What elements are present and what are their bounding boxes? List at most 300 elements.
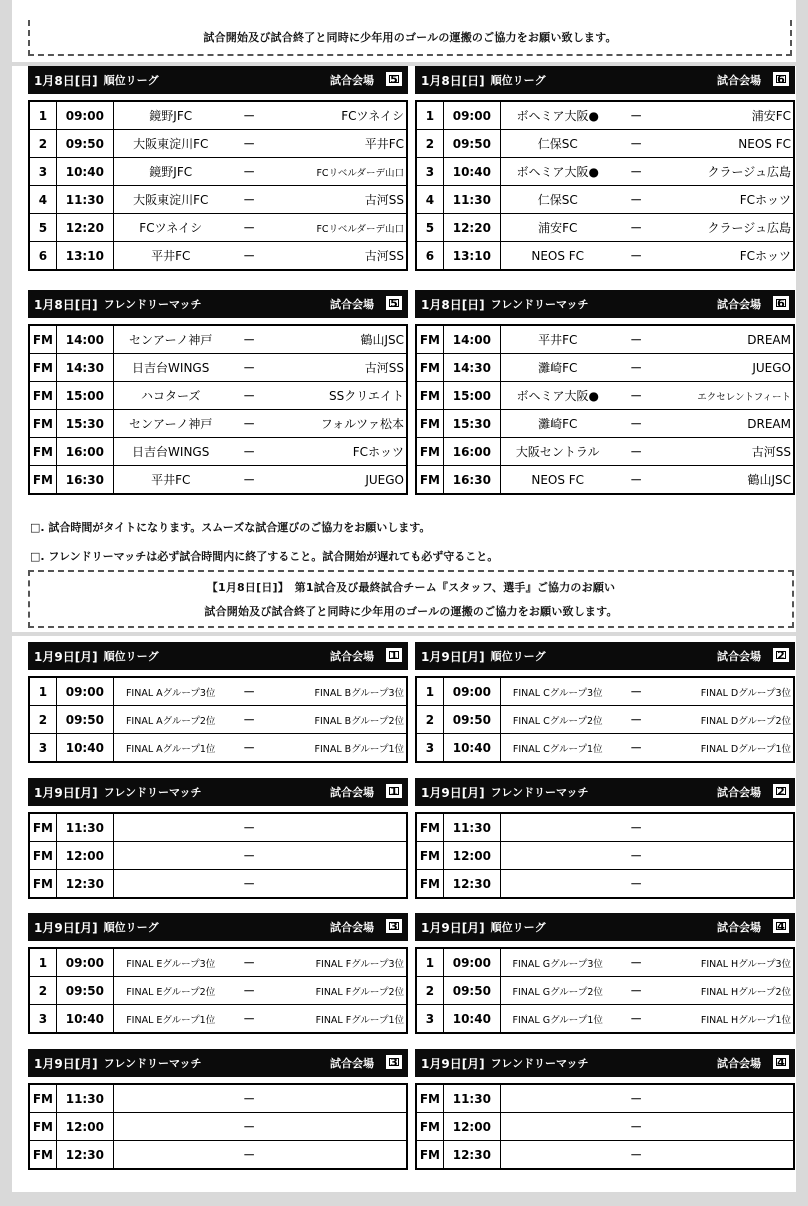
match-row [29, 734, 407, 763]
match-row [416, 101, 794, 130]
match-number: FM [29, 438, 56, 466]
versus-dash: － [228, 977, 271, 1005]
match-row [29, 677, 407, 706]
block-date: 1月9日[月] [34, 649, 98, 664]
match-number: 2 [29, 706, 56, 734]
versus-dash: － [615, 130, 658, 158]
home-team: 平井FC [113, 242, 227, 271]
court-number: 5 [386, 296, 402, 310]
block-type: フレンドリーマッチ [490, 1057, 589, 1070]
match-time: 11:30 [56, 1084, 113, 1113]
match-row [416, 214, 794, 242]
match-time: 10:40 [56, 734, 113, 763]
home-team: 大阪東淀川FC [113, 130, 227, 158]
home-team: 平井FC [113, 466, 227, 495]
match-number: FM [416, 354, 443, 382]
match-time: 12:30 [443, 870, 500, 899]
versus-dash: － [615, 948, 658, 977]
home-team [500, 813, 614, 842]
match-row [416, 410, 794, 438]
match-number: FM [29, 1084, 56, 1113]
match-row [29, 977, 407, 1005]
away-team: FCホッツ [658, 186, 794, 214]
block-type: フレンドリーマッチ [490, 298, 589, 311]
match-time: 15:30 [443, 410, 500, 438]
block-type: フレンドリーマッチ [103, 786, 202, 799]
match-number: 2 [29, 977, 56, 1005]
block-date: 1月8日[日] [34, 73, 98, 88]
match-time: 12:00 [443, 1113, 500, 1141]
away-team: クラージュ広島 [658, 158, 794, 186]
match-row [416, 1141, 794, 1170]
away-team [271, 1113, 407, 1141]
notice-mid-line2: 試合開始及び試合終了と同時に少年用のゴールの運搬のご協力をお願い致します。 [204, 604, 618, 618]
home-team: ボヘミア大阪● [500, 101, 614, 130]
versus-dash: － [615, 242, 658, 271]
home-team: FINAL Gグループ2位 [500, 977, 614, 1005]
versus-dash: － [615, 1084, 658, 1113]
match-time: 14:00 [56, 325, 113, 354]
home-team: ボヘミア大阪● [500, 382, 614, 410]
match-number: 1 [416, 948, 443, 977]
away-team: FINAL Dグループ1位 [658, 734, 794, 763]
match-row [416, 466, 794, 495]
home-team: 平井FC [500, 325, 614, 354]
match-number: FM [29, 410, 56, 438]
away-team [271, 842, 407, 870]
block-venue: 試合会場 [717, 650, 761, 663]
match-row [29, 870, 407, 899]
versus-dash: － [615, 438, 658, 466]
home-team [500, 870, 614, 899]
block-date: 1月9日[月] [421, 1056, 485, 1071]
block-date: 1月8日[日] [421, 73, 485, 88]
schedule-block [415, 66, 795, 271]
match-time: 13:10 [443, 242, 500, 271]
versus-dash: － [615, 734, 658, 763]
away-team: FINAL Bグループ1位 [271, 734, 407, 763]
home-team [113, 1141, 227, 1170]
court-number: 4 [773, 919, 789, 933]
match-time: 12:30 [443, 1141, 500, 1170]
match-number: FM [29, 354, 56, 382]
away-team: FCホッツ [658, 242, 794, 271]
versus-dash: － [615, 382, 658, 410]
away-team: 古河SS [658, 438, 794, 466]
away-team: FINAL Fグループ3位 [271, 948, 407, 977]
versus-dash: － [228, 158, 271, 186]
match-row [416, 677, 794, 706]
versus-dash: － [615, 214, 658, 242]
versus-dash: － [615, 977, 658, 1005]
away-team [271, 813, 407, 842]
match-time: 14:30 [443, 354, 500, 382]
match-row [416, 706, 794, 734]
away-team: FINAL Hグループ3位 [658, 948, 794, 977]
block-venue: 試合会場 [330, 1057, 374, 1070]
versus-dash: － [228, 466, 271, 495]
away-team: 平井FC [271, 130, 407, 158]
match-row [29, 325, 407, 354]
match-time: 10:40 [56, 1005, 113, 1034]
versus-dash: － [615, 1141, 658, 1170]
match-time: 12:20 [56, 214, 113, 242]
home-team: ハコターズ [113, 382, 227, 410]
match-number: 6 [29, 242, 56, 271]
away-team: NEOS FC [658, 130, 794, 158]
match-table [415, 947, 795, 1034]
block-header [415, 66, 795, 94]
versus-dash: － [615, 842, 658, 870]
match-number: FM [29, 842, 56, 870]
schedule-block [28, 290, 408, 495]
block-date: 1月9日[月] [34, 920, 98, 935]
match-number: 1 [29, 101, 56, 130]
block-venue: 試合会場 [330, 650, 374, 663]
match-row [29, 242, 407, 271]
match-row [29, 842, 407, 870]
home-team [113, 813, 227, 842]
match-table [28, 676, 408, 763]
block-header [28, 913, 408, 941]
versus-dash: － [228, 813, 271, 842]
match-table [28, 324, 408, 495]
match-table [415, 1083, 795, 1170]
away-team: 鶴山JSC [658, 466, 794, 495]
match-row [29, 466, 407, 495]
match-time: 09:50 [56, 977, 113, 1005]
block-date: 1月9日[月] [421, 649, 485, 664]
home-team: FINAL Aグループ2位 [113, 706, 227, 734]
match-time: 11:30 [443, 186, 500, 214]
block-header [415, 778, 795, 806]
block-header [415, 1049, 795, 1077]
match-number: FM [29, 1113, 56, 1141]
home-team: FINAL Gグループ3位 [500, 948, 614, 977]
block-venue: 試合会場 [330, 786, 374, 799]
match-number: 4 [416, 186, 443, 214]
match-row [416, 977, 794, 1005]
match-number: FM [416, 325, 443, 354]
court-number: 3 [386, 919, 402, 933]
match-number: FM [29, 870, 56, 899]
match-number: FM [29, 382, 56, 410]
match-number: 1 [29, 677, 56, 706]
away-team: FCツネイシ [271, 101, 407, 130]
home-team: 日吉台WINGS [113, 438, 227, 466]
versus-dash: － [228, 1084, 271, 1113]
home-team: FINAL Cグループ3位 [500, 677, 614, 706]
block-venue: 試合会場 [717, 74, 761, 87]
match-row [29, 382, 407, 410]
home-team [113, 870, 227, 899]
court-number: 3 [386, 1055, 402, 1069]
versus-dash: － [228, 101, 271, 130]
away-team: FCリベルダーデ山口 [271, 158, 407, 186]
versus-dash: － [228, 948, 271, 977]
match-number: 6 [416, 242, 443, 271]
match-time: 10:40 [56, 158, 113, 186]
home-team: センアーノ神戸 [113, 410, 227, 438]
away-team: JUEGO [658, 354, 794, 382]
away-team: FINAL Hグループ1位 [658, 1005, 794, 1034]
match-number: 3 [416, 734, 443, 763]
match-time: 09:00 [443, 101, 500, 130]
match-number: FM [416, 466, 443, 495]
match-row [416, 842, 794, 870]
versus-dash: － [615, 101, 658, 130]
match-row [29, 1084, 407, 1113]
court-number: 2 [773, 784, 789, 798]
note-2: □. フレンドリーマッチは必ず試合時間内に終了すること。試合開始が遅れても必ず守ること。 [30, 550, 499, 563]
match-time: 09:50 [443, 706, 500, 734]
match-number: 3 [29, 1005, 56, 1034]
court-number: 6 [773, 296, 789, 310]
block-header [28, 290, 408, 318]
match-number: FM [416, 1084, 443, 1113]
match-row [29, 438, 407, 466]
versus-dash: － [615, 158, 658, 186]
match-row [29, 158, 407, 186]
match-row [416, 813, 794, 842]
match-time: 09:00 [56, 948, 113, 977]
match-number: FM [29, 1141, 56, 1170]
away-team: FINAL Dグループ2位 [658, 706, 794, 734]
match-time: 09:50 [443, 130, 500, 158]
match-number: 3 [416, 1005, 443, 1034]
match-number: FM [29, 325, 56, 354]
match-row [29, 186, 407, 214]
home-team: FINAL Eグループ3位 [113, 948, 227, 977]
court-number: 1 [386, 648, 402, 662]
versus-dash: － [615, 186, 658, 214]
match-number: FM [416, 438, 443, 466]
away-team [658, 870, 794, 899]
match-row [416, 438, 794, 466]
schedule-block [415, 642, 795, 763]
match-row [416, 130, 794, 158]
home-team: 灘崎FC [500, 354, 614, 382]
schedule-block [415, 778, 795, 899]
home-team: NEOS FC [500, 466, 614, 495]
versus-dash: － [615, 677, 658, 706]
block-venue: 試合会場 [717, 1057, 761, 1070]
block-date: 1月9日[月] [421, 920, 485, 935]
block-header [28, 1049, 408, 1077]
away-team: エクセレントフィート [658, 382, 794, 410]
block-header [28, 66, 408, 94]
match-number: 1 [29, 948, 56, 977]
match-row [416, 242, 794, 271]
block-type: フレンドリーマッチ [103, 298, 202, 311]
schedule-block [28, 778, 408, 899]
versus-dash: － [615, 813, 658, 842]
home-team [113, 1113, 227, 1141]
schedule-block [415, 1049, 795, 1170]
match-row [416, 734, 794, 763]
match-row [29, 354, 407, 382]
match-number: FM [416, 1141, 443, 1170]
match-time: 09:50 [56, 706, 113, 734]
match-row [29, 1141, 407, 1170]
away-team: 鶴山JSC [271, 325, 407, 354]
match-row [416, 325, 794, 354]
versus-dash: － [615, 1113, 658, 1141]
match-time: 15:30 [56, 410, 113, 438]
match-table [415, 324, 795, 495]
versus-dash: － [615, 325, 658, 354]
court-number: 6 [773, 72, 789, 86]
match-number: 2 [29, 130, 56, 158]
match-row [29, 101, 407, 130]
block-date: 1月8日[日] [421, 297, 485, 312]
home-team: 仁保SC [500, 130, 614, 158]
match-time: 09:50 [56, 130, 113, 158]
match-number: 5 [416, 214, 443, 242]
block-date: 1月9日[月] [34, 1056, 98, 1071]
match-row [29, 948, 407, 977]
versus-dash: － [228, 130, 271, 158]
match-time: 15:00 [56, 382, 113, 410]
match-time: 10:40 [443, 1005, 500, 1034]
home-team: 鏡野JFC [113, 101, 227, 130]
match-time: 12:00 [56, 1113, 113, 1141]
versus-dash: － [228, 438, 271, 466]
match-number: FM [416, 870, 443, 899]
versus-dash: － [228, 842, 271, 870]
away-team: DREAM [658, 410, 794, 438]
home-team: 鏡野JFC [113, 158, 227, 186]
match-time: 11:30 [56, 186, 113, 214]
notice-mid-line1: 【1月8日[日]】 第1試合及び最終試合チーム『スタッフ、選手』ご協力のお願い [206, 581, 616, 595]
away-team: FINAL Fグループ2位 [271, 977, 407, 1005]
away-team: 古河SS [271, 354, 407, 382]
match-table [28, 100, 408, 271]
match-row [416, 948, 794, 977]
match-time: 12:30 [56, 1141, 113, 1170]
match-row [416, 1005, 794, 1034]
match-row [416, 1113, 794, 1141]
court-number: 4 [773, 1055, 789, 1069]
match-row [29, 706, 407, 734]
away-team: FINAL Dグループ3位 [658, 677, 794, 706]
block-venue: 試合会場 [330, 921, 374, 934]
away-team: 浦安FC [658, 101, 794, 130]
notice-top-text: 試合開始及び試合終了と同時に少年用のゴールの運搬のご協力をお願い致します。 [203, 31, 617, 44]
away-team: FINAL Hグループ2位 [658, 977, 794, 1005]
away-team: DREAM [658, 325, 794, 354]
home-team: 浦安FC [500, 214, 614, 242]
match-number: 5 [29, 214, 56, 242]
match-time: 09:00 [56, 677, 113, 706]
block-type: フレンドリーマッチ [490, 786, 589, 799]
versus-dash: － [228, 214, 271, 242]
away-team [658, 1113, 794, 1141]
court-number: 5 [386, 72, 402, 86]
match-time: 12:00 [56, 842, 113, 870]
away-team: フォルツァ松本 [271, 410, 407, 438]
block-venue: 試合会場 [717, 921, 761, 934]
home-team: 仁保SC [500, 186, 614, 214]
match-time: 12:30 [56, 870, 113, 899]
away-team [658, 813, 794, 842]
notice-top [28, 20, 792, 56]
block-header [415, 913, 795, 941]
home-team: FINAL Gグループ1位 [500, 1005, 614, 1034]
home-team [500, 1141, 614, 1170]
match-time: 09:00 [443, 677, 500, 706]
block-type: 順位リーグ [103, 921, 159, 934]
block-date: 1月9日[月] [421, 785, 485, 800]
match-table [415, 676, 795, 763]
match-row [29, 130, 407, 158]
away-team: FINAL Bグループ2位 [271, 706, 407, 734]
versus-dash: － [228, 1113, 271, 1141]
match-number: FM [416, 410, 443, 438]
match-number: FM [29, 466, 56, 495]
away-team: 古河SS [271, 242, 407, 271]
away-team [271, 1141, 407, 1170]
match-row [29, 410, 407, 438]
away-team: SSクリエイト [271, 382, 407, 410]
away-team: FINAL Fグループ1位 [271, 1005, 407, 1034]
home-team: センアーノ神戸 [113, 325, 227, 354]
home-team: FINAL Cグループ2位 [500, 706, 614, 734]
match-number: 3 [416, 158, 443, 186]
versus-dash: － [615, 466, 658, 495]
match-row [416, 186, 794, 214]
match-time: 11:30 [443, 1084, 500, 1113]
versus-dash: － [228, 1141, 271, 1170]
home-team [113, 842, 227, 870]
match-time: 11:30 [443, 813, 500, 842]
match-number: 1 [416, 677, 443, 706]
match-time: 16:00 [56, 438, 113, 466]
versus-dash: － [228, 186, 271, 214]
block-date: 1月8日[日] [34, 297, 98, 312]
versus-dash: － [228, 870, 271, 899]
home-team: FINAL Cグループ1位 [500, 734, 614, 763]
versus-dash: － [228, 382, 271, 410]
versus-dash: － [228, 706, 271, 734]
away-team: 古河SS [271, 186, 407, 214]
match-row [416, 870, 794, 899]
block-type: 順位リーグ [103, 74, 159, 87]
schedule-block [415, 290, 795, 495]
home-team: 大阪東淀川FC [113, 186, 227, 214]
away-team [271, 870, 407, 899]
schedule-block [28, 66, 408, 271]
match-table [28, 947, 408, 1034]
versus-dash: － [228, 410, 271, 438]
home-team: 日吉台WINGS [113, 354, 227, 382]
match-number: FM [416, 813, 443, 842]
match-time: 12:00 [443, 842, 500, 870]
block-type: 順位リーグ [490, 921, 546, 934]
match-time: 16:30 [443, 466, 500, 495]
versus-dash: － [228, 1005, 271, 1034]
block-type: 順位リーグ [490, 650, 546, 663]
match-time: 09:00 [443, 948, 500, 977]
match-time: 16:00 [443, 438, 500, 466]
match-time: 10:40 [443, 734, 500, 763]
block-venue: 試合会場 [330, 74, 374, 87]
match-row [29, 214, 407, 242]
match-number: FM [416, 842, 443, 870]
home-team: 大阪セントラル [500, 438, 614, 466]
home-team: FINAL Eグループ1位 [113, 1005, 227, 1034]
match-row [416, 1084, 794, 1113]
